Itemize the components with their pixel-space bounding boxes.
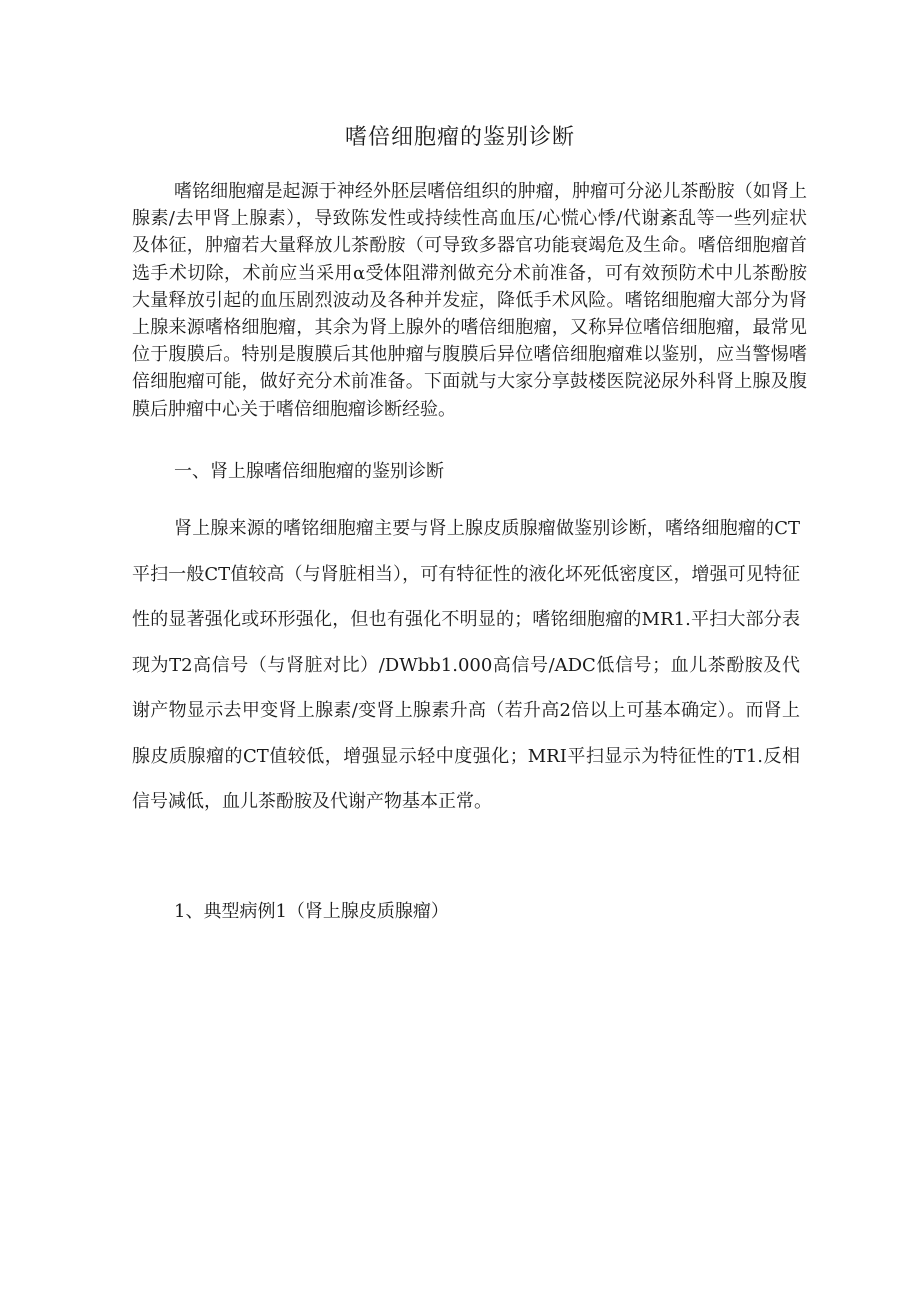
case-heading: 1、典型病例1（肾上腺皮质腺瘤） [174,901,449,922]
section-body-paragraph: 肾上腺来源的嗜铭细胞瘤主要与肾上腺皮质腺瘤做鉴别诊断，嗜络细胞瘤的CT平扫一般CT值较高（与肾脏相当），可有特征性的液化坏死低密度区，增强可见特征性的显著强化或环形强化，但也有强化不明显的；嗜铭细胞瘤的MR1.平扫大部分表现为T2高信号（与肾脏对比）/DWbb1.000高信号/ADC低信号；血儿茶酚胺及代谢产物显示去甲变肾上腺素/变肾上腺素升高（若升高2倍以上可基本确定）。而肾上腺皮质腺瘤的CT值较低，增强显示轻中度强化；MRI平扫显示为特征性的T1.反相信号减低，血儿茶酚胺及代谢产物基本正常。 [132,518,800,812]
document-title: 嗜倍细胞瘤的鉴别诊断 [344,125,575,150]
intro-paragraph: 嗜铭细胞瘤是起源于神经外胚层嗜倍组织的肿瘤，肿瘤可分泌儿茶酚胺（如肾上腺素/去甲肾上腺素），导致陈发性或持续性高血压/心慌心悸/代谢紊乱等一些列症状及体征，肿瘤若大量释放儿茶酚胺（可导致多器官功能衰竭危及生命。嗜倍细胞瘤首选手术切除，术前应当采用α受体阻滞剂做充分术前准备，可有效预防术中儿茶酚胺大量释放引起的血压剧烈波动及各种并发症，降低手术风险。嗜铭细胞瘤大部分为肾上腺来源嗜格细胞瘤，其余为肾上腺外的嗜倍细胞瘤，又称异位嗜倍细胞瘤，最常见位于腹膜后。特别是腹膜后其他肿瘤与腹膜后异位嗜倍细胞瘤难以鉴别，应当警惕嗜倍细胞瘤可能，做好充分术前准备。下面就与大家分享鼓楼医院泌尿外科肾上腺及腹膜后肿瘤中心关于嗜倍细胞瘤诊断经验。 [132,181,807,420]
section-heading: 一、肾上腺嗜倍细胞瘤的鉴别诊断 [174,461,444,482]
